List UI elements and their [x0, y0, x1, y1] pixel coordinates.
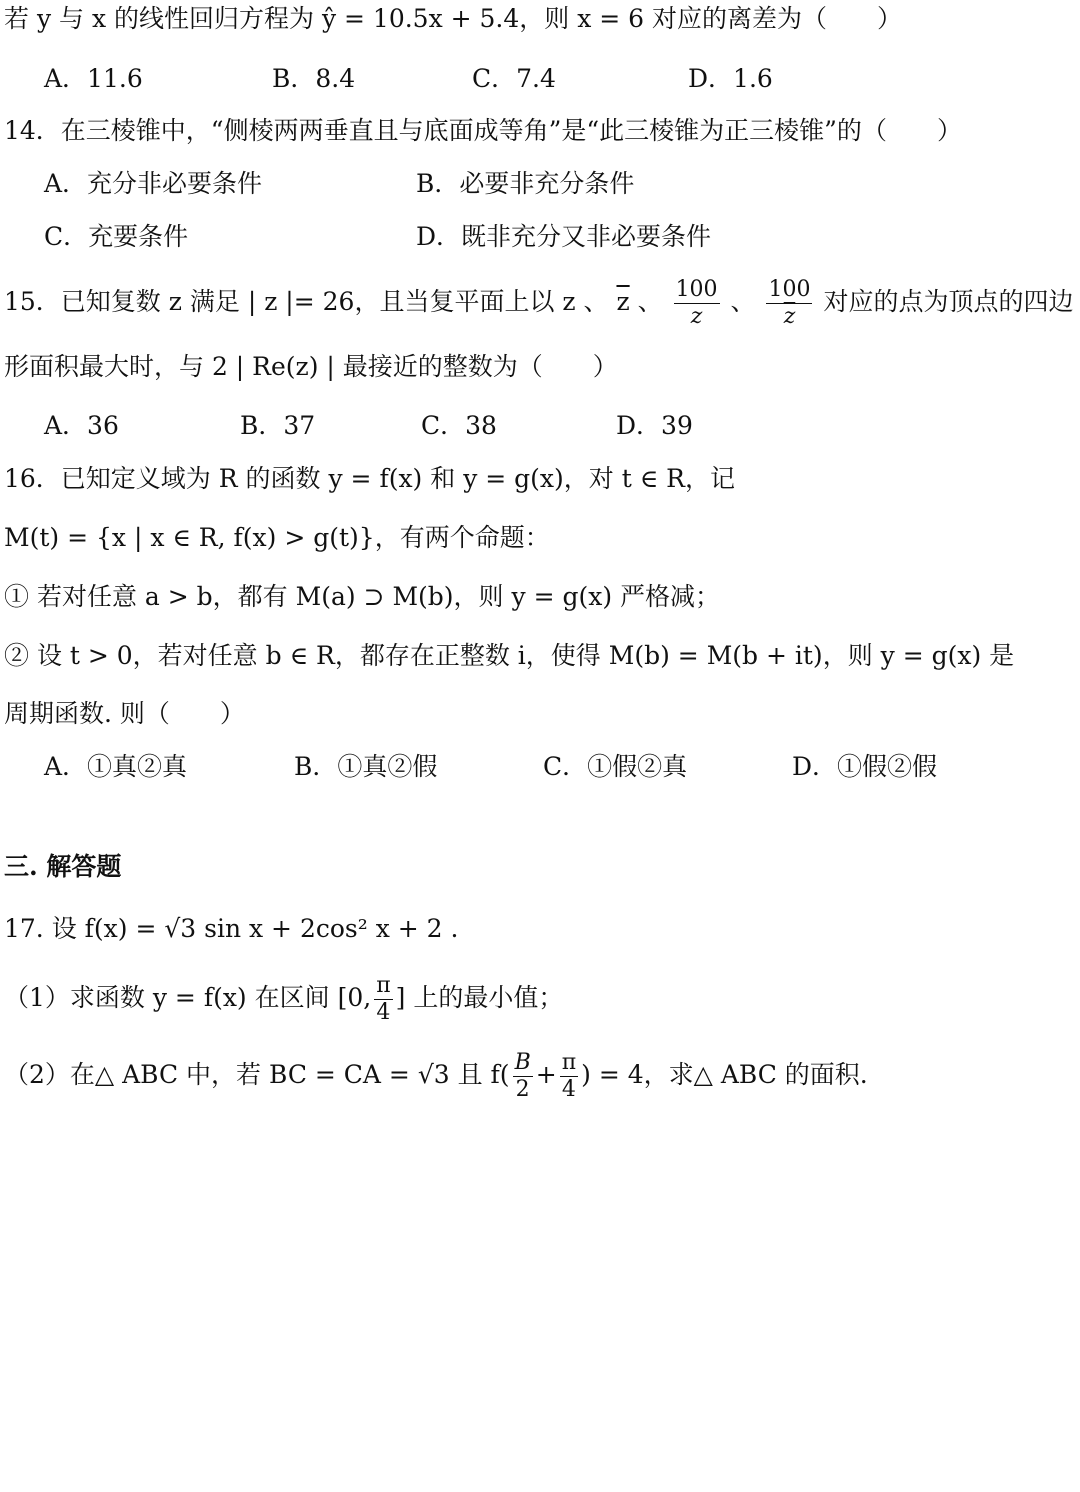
q15-fraction-1-den: z: [690, 304, 703, 329]
q17-stem: 17. 设 f(x) = √3 sin x + 2cos² x + 2 .: [4, 914, 459, 943]
q17-part2-fraction-2: [560, 1050, 578, 1103]
q15-fraction-1: [674, 277, 720, 330]
q15-option-a: A．36: [44, 411, 119, 440]
q17-part2-fraction-1-den: 2: [515, 1077, 530, 1102]
q15-fraction-2-den: z: [783, 304, 796, 329]
q17-part2-fraction-1-num: B: [514, 1050, 531, 1075]
q17-part1-fraction-den: 4: [376, 1000, 391, 1025]
q15-stem-line1: [4, 272, 1073, 332]
q16-option-c: C．①假②真: [543, 752, 688, 781]
q15-stem-part1: 15．已知复数 z 满足 | z |= 26，且当复平面上以 z 、: [4, 287, 609, 316]
q17-part2-fraction-2-den: 4: [561, 1077, 576, 1102]
q14-option-b: B．必要非充分条件: [416, 169, 635, 198]
q15-stem-part2: 对应的点为顶点的四边: [823, 287, 1074, 316]
q14-option-a: A．充分非必要条件: [44, 169, 263, 198]
q13-stem: 若 y 与 x 的线性回归方程为 ŷ = 10.5x + 5.4，则 x = 6 对应的离差为（ ）: [4, 4, 903, 33]
q15-fraction-2-num: 100: [768, 277, 811, 302]
q14-option-d: D．既非充分又非必要条件: [416, 222, 712, 251]
q13-option-d: D．1.6: [688, 64, 773, 93]
q16-option-d: D．①假②假: [792, 752, 938, 781]
q17-part2-fraction-2-num: π: [561, 1050, 577, 1075]
q14-option-c: C．充要条件: [44, 222, 189, 251]
q17-part1: [4, 966, 563, 1030]
q17-part2-pre: （2）在△ ABC 中，若 BC = CA = √3 且 f(: [4, 1060, 510, 1089]
q13-option-a: A．11.6: [44, 64, 143, 93]
q17-part1-fraction: [374, 973, 392, 1026]
q17-part2-post: ) = 4，求△ ABC 的面积.: [581, 1060, 868, 1089]
q16-stem-line1: 16．已知定义域为 R 的函数 y = f(x) 和 y = g(x)，对 t ∈ R，记: [4, 464, 735, 493]
q13-option-b: B．8.4: [272, 64, 356, 93]
q15-zbar: $\overline{z}$: [616, 287, 630, 316]
q16-stem-line2: M(t) = {x | x ∈ R, f(x) > g(t)}，有两个命题：: [4, 523, 550, 552]
q16-proposition-2: ② 设 t > 0，若对任意 b ∈ R，都存在正整数 i，使得 M(b) = M(b + it)，则 y = g(x) 是: [4, 641, 1015, 670]
q15-stem-line2: 形面积最大时，与 2 | Re(z) | 最接近的整数为（ ）: [4, 352, 618, 381]
section-heading: 三. 解答题: [4, 852, 122, 881]
q15-option-d: D．39: [616, 411, 693, 440]
q15-option-b: B．37: [240, 411, 316, 440]
q16-option-b: B．①真②假: [294, 752, 438, 781]
q16-stem-line5: 周期函数. 则（ ）: [4, 699, 245, 728]
q17-part2-plus: +: [535, 1060, 557, 1089]
q15-fraction-2: [766, 277, 812, 330]
q15-fraction-1-num: 100: [675, 277, 718, 302]
q15-sep-2: 、: [730, 287, 756, 316]
q15-sep: 、: [637, 287, 663, 316]
q17-part1-post: ] 上的最小值；: [395, 983, 564, 1012]
q16-proposition-1: ① 若对任意 a > b，都有 M(a) ⊃ M(b)，则 y = g(x) 严格减；: [4, 582, 721, 611]
q17-part1-fraction-num: π: [376, 973, 391, 998]
q14-stem: 14．在三棱锥中，“侧棱两两垂直且与底面成等角”是“此三棱锥为正三棱锥”的（ ）: [4, 116, 962, 145]
q17-part2-fraction-1: [513, 1050, 533, 1103]
q15-option-c: C．38: [421, 411, 497, 440]
q16-option-a: A．①真②真: [44, 752, 188, 781]
q17-part1-pre: （1）求函数 y = f(x) 在区间 [0,: [4, 983, 372, 1012]
q17-part2: [4, 1042, 868, 1108]
q13-option-c: C．7.4: [472, 64, 556, 93]
